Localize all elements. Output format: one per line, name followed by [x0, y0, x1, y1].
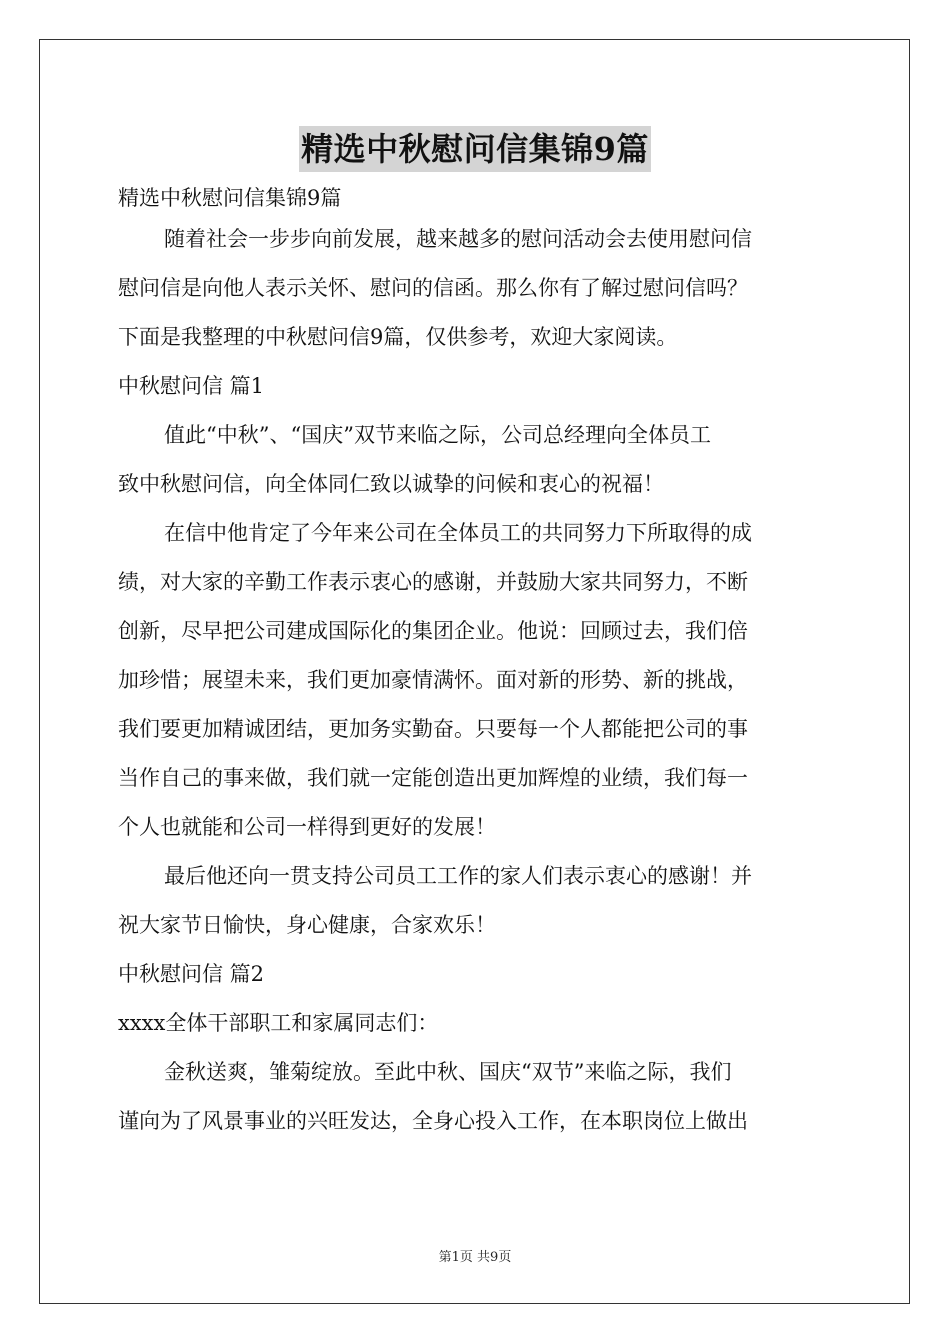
paragraph-line: 随着社会一步步向前发展，越来越多的慰问活动会去使用慰问信: [164, 227, 752, 251]
salutation-line: xxxx全体干部职工和家属同志们：: [118, 1011, 439, 1035]
paragraph-line: 加珍惜；展望未来，我们更加豪情满怀。面对新的形势、新的挑战，: [118, 668, 748, 692]
paragraph-line: 创新，尽早把公司建成国际化的集团企业。他说：回顾过去，我们倍: [118, 619, 748, 643]
section-heading: 中秋慰问信 篇2: [118, 962, 265, 986]
document-body: [118, 182, 834, 1146]
paragraph-line: 绩，对大家的辛勤工作表示衷心的感谢，并鼓励大家共同努力，不断: [118, 570, 748, 594]
paragraph-line: 值此“中秋”、“国庆”双节来临之际，公司总经理向全体员工: [164, 423, 711, 447]
paragraph-line: 下面是我整理的中秋慰问信9篇，仅供参考，欢迎大家阅读。: [118, 325, 678, 349]
paragraph-line: 谨向为了风景事业的兴旺发达，全身心投入工作，在本职岗位上做出: [118, 1109, 748, 1133]
paragraph-line: 最后他还向一贯支持公司员工工作的家人们表示衷心的感谢！并: [164, 864, 752, 888]
paragraph-line: 我们要更加精诚团结，更加务实勤奋。只要每一个人都能把公司的事: [118, 717, 748, 741]
paragraph-line: 祝大家节日愉快，身心健康，合家欢乐！: [118, 913, 496, 937]
paragraph-line: 当作自己的事来做，我们就一定能创造出更加辉煌的业绩，我们每一: [118, 766, 748, 790]
paragraph-line: 金秋送爽，雏菊绽放。至此中秋、国庆“双节”来临之际，我们: [164, 1060, 732, 1084]
title-wrap: [0, 126, 950, 172]
document-title: 精选中秋慰问信集锦9篇: [299, 126, 651, 172]
section-heading: 中秋慰问信 篇1: [118, 374, 265, 398]
paragraph-line: 慰问信是向他人表示关怀、慰问的信函。那么你有了解过慰问信吗？: [118, 276, 748, 300]
paragraph-line: 致中秋慰问信，向全体同仁致以诚挚的问候和衷心的祝福！: [118, 472, 664, 496]
subtitle-line: 精选中秋慰问信集锦9篇: [118, 186, 342, 210]
paragraph-line: 在信中他肯定了今年来公司在全体员工的共同努力下所取得的成: [164, 521, 752, 545]
page-footer: 第1页 共9页: [438, 1250, 512, 1265]
paragraph-line: 个人也就能和公司一样得到更好的发展！: [118, 815, 496, 839]
